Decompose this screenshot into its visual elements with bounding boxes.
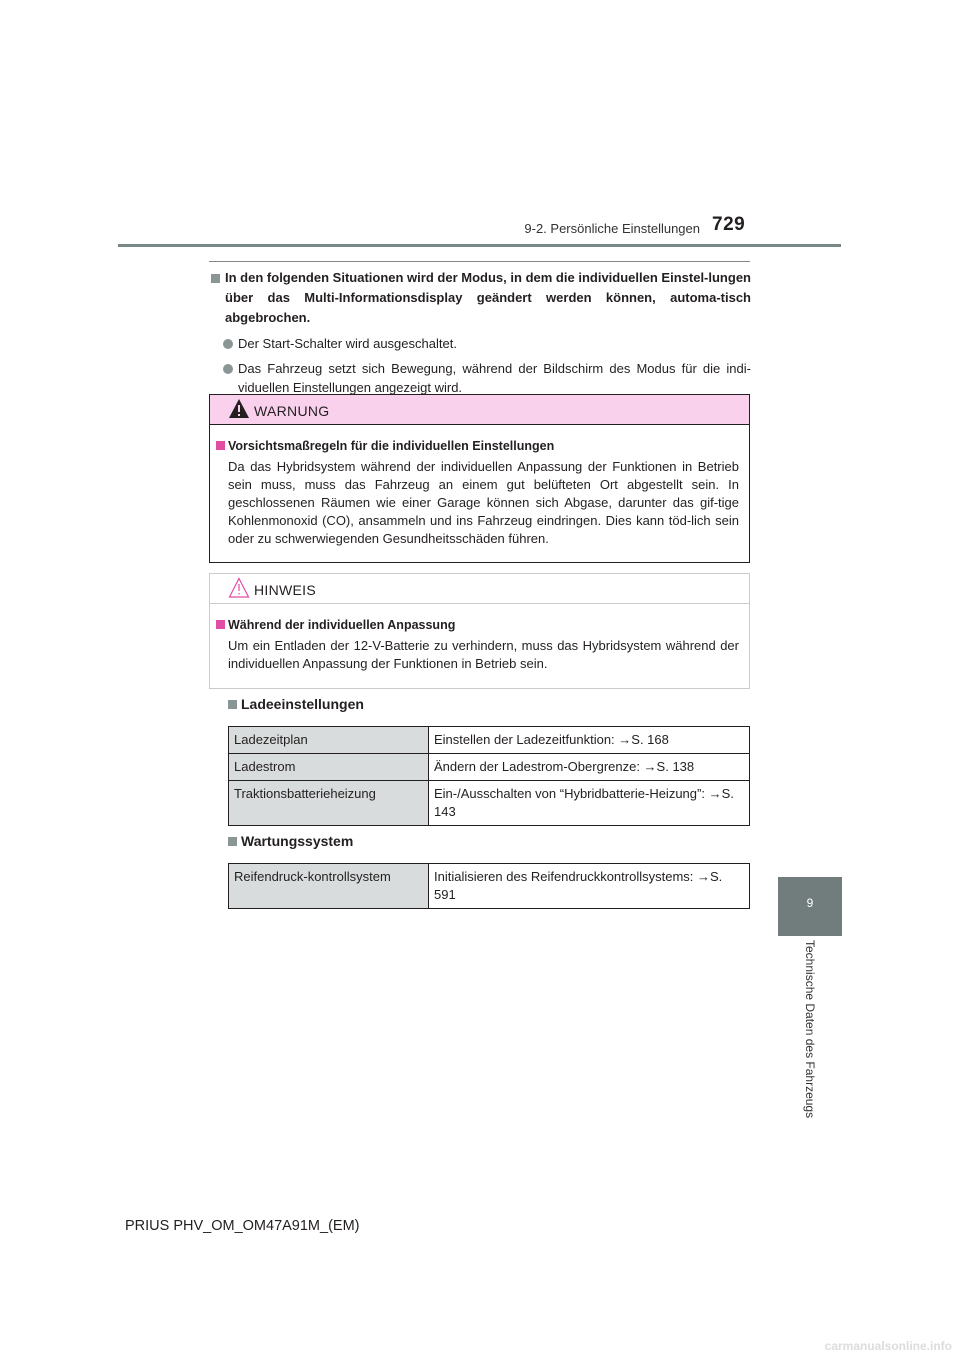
table-cell-item: Ladezeitplan [229,727,429,754]
table-row [229,781,750,826]
table-row [229,727,750,754]
square-bullet-icon [228,700,237,709]
note-header [210,574,749,604]
content-rule [209,261,750,262]
chapter-label [803,940,819,1140]
warning-triangle-icon [228,398,250,420]
chapter-label-text: Technische Daten des Fahrzeugs [803,940,817,1119]
warning-label: WARNUNG [254,403,330,419]
table-row [229,864,750,909]
charging-table [228,726,750,826]
table-cell-desc: Initialisieren des Reifendruckkontrollsystems: →S. 591 [429,864,750,909]
caution-triangle-icon [228,577,250,599]
maintenance-heading: Wartungssystem [228,833,353,849]
table-cell-desc: Ein-/Ausschalten von “Hybridbatterie-Heizung”: →S. 143 [429,781,750,826]
note-text: Um ein Entladen der 12-V-Batterie zu verhindern, muss das Hybridsystem während der individuellen Anpassung der Funktionen in Betrieb sein. [228,638,739,671]
table-cell-item: Traktionsbatterieheizung [229,781,429,826]
circle-bullet-icon [223,339,233,349]
table-cell-item: Ladestrom [229,754,429,781]
table-row [229,754,750,781]
table-cell-desc: Ändern der Ladestrom-Obergrenze: →S. 138 [429,754,750,781]
note-title: Während der individuellen Anpassung [216,616,739,634]
intro-section [211,268,751,397]
square-bullet-icon [228,837,237,846]
table-cell-desc: Einstellen der Ladezeitfunktion: →S. 168 [429,727,750,754]
warning-box [209,394,750,563]
note-box [209,573,750,689]
list-item: Das Fahrzeug setzt sich Bewegung, während der Bildschirm des Modus für die indi-viduellen Einstellungen angezeigt wird. [211,359,751,397]
warning-header [210,395,749,425]
note-label: HINWEIS [254,582,316,598]
warning-text: Da das Hybridsystem während der individuellen Anpassung der Funktionen in Betrieb sein muss, muss das Fahrzeug an einem gut belüfteten Ort abgestellt sein. In geschlossenen Räumen wie einer Garage können sich Abgase, darunter das gif-tige Kohlenmonoxid (CO), ansammeln und ins Fahrzeug eindringen. Dies kann töd-lich sein oder zu schwerwiegenden Gesundheitsschäden führen. [228,459,739,546]
chapter-number: 9 [806,896,814,910]
maintenance-table [228,863,750,909]
intro-heading: In den folgenden Situationen wird der Modus, in dem die individuellen Einstel-lungen über das Multi-Informationsdisplay geändert werden können, automa-tisch abgebrochen. [211,268,751,328]
watermark: carmanualsonline.info [824,1339,952,1353]
square-bullet-icon [216,620,225,629]
circle-bullet-icon [223,364,233,374]
square-bullet-icon [216,441,225,450]
header-rule [118,244,841,247]
page-number: 729 [712,214,746,235]
table-cell-item: Reifendruck-kontrollsystem [229,864,429,909]
list-item: Der Start-Schalter wird ausgeschaltet. [211,334,751,353]
square-bullet-icon [211,274,220,283]
document-id: PRIUS PHV_OM_OM47A91M_(EM) [125,1218,360,1234]
chapter-tab [778,877,842,936]
charging-heading: Ladeeinstellungen [228,696,364,712]
warning-title: Vorsichtsmaßregeln für die individuellen Einstellungen [216,437,739,455]
section-title: 9-2. Persönliche Einstellungen [524,221,700,236]
